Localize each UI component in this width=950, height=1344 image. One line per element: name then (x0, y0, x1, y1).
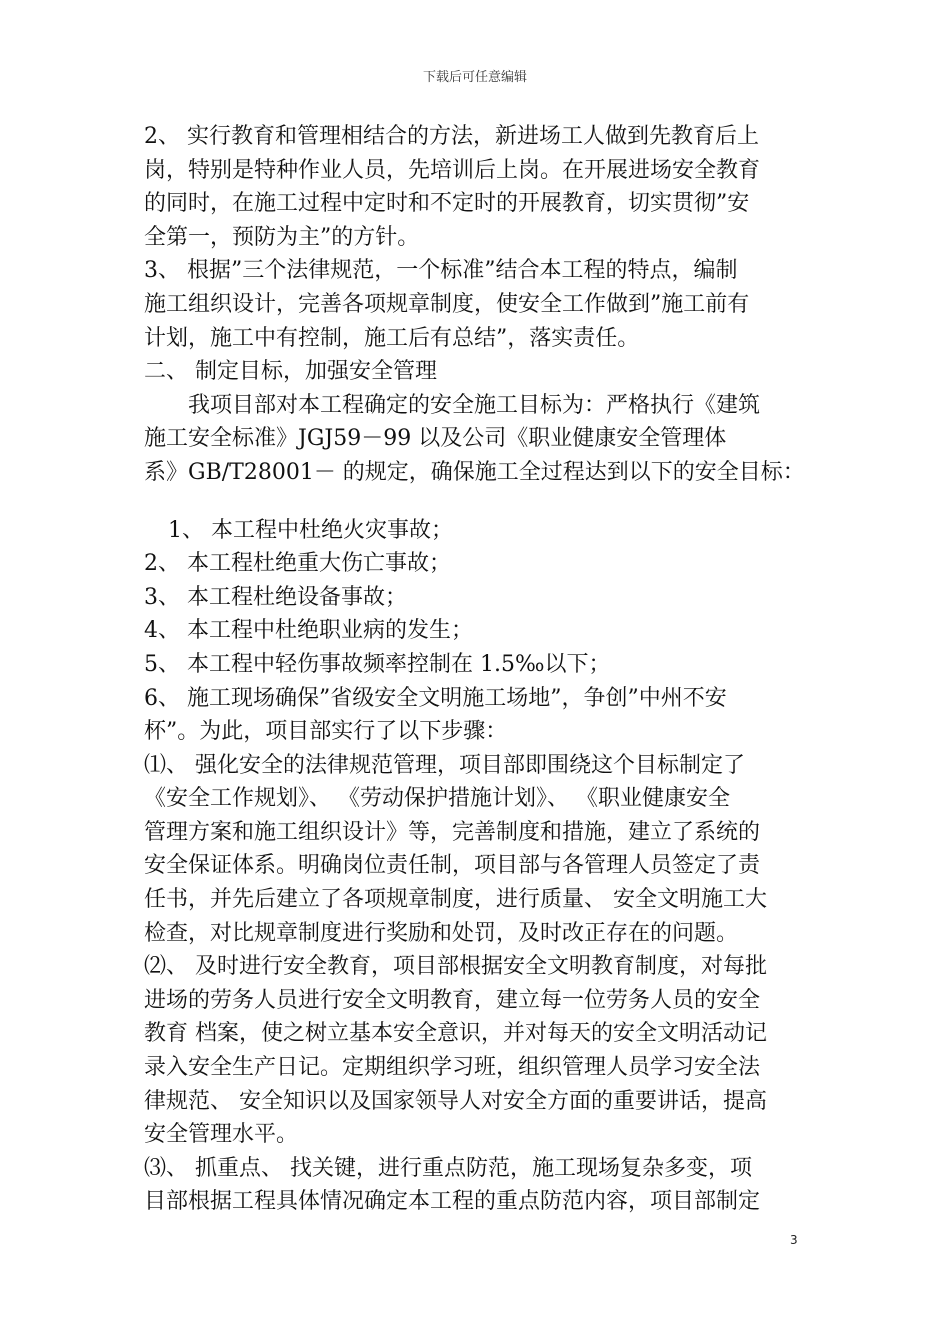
text-line: 录入安全生产日记。定期组织学习班，组织管理人员学习安全法 (144, 1055, 761, 1081)
text-line: 目部根据工程具体情况确定本工程的重点防范内容，项目部制定 (144, 1189, 761, 1215)
list-item: 2、 本工程杜绝重大伤亡事故； (144, 551, 451, 577)
text-line: 任书，并先后建立了各项规章制度，进行质量、 安全文明施工大 (144, 887, 767, 913)
text-line: 全第一，预防为主”的方针。 (144, 224, 420, 250)
text-line: 施工组织设计，完善各项规章制度，使安全工作做到”施工前有 (144, 291, 750, 317)
list-item: 5、 本工程中轻伤事故频率控制在 1.5‰以下； (144, 651, 611, 677)
text-line: 安全管理水平。 (144, 1122, 299, 1148)
text-line: 安全保证体系。明确岗位责任制，项目部与各管理人员签定了责 (144, 853, 761, 879)
text-line: 杯”。为此，项目部实行了以下步骤： (144, 719, 508, 745)
text-line: 施工安全标准》JGJ59－99 以及公司《职业健康安全管理体 (144, 426, 727, 452)
text-line: ⑵、 及时进行安全教育，项目部根据安全文明教育制度，对每批 (144, 954, 767, 980)
text-line: 岗，特别是特种作业人员，先培训后上岗。在开展进场安全教育 (144, 157, 761, 183)
text-line: 的同时，在施工过程中定时和不定时的开展教育，切实贯彻”安 (144, 191, 750, 217)
text-line: 管理方案和施工组织设计》等，完善制度和措施，建立了系统的 (144, 819, 761, 845)
list-item: 4、 本工程中杜绝职业病的发生； (144, 618, 473, 644)
text-line: 律规范、 安全知识以及国家领导人对安全方面的重要讲话，提高 (144, 1088, 767, 1114)
text-line: 教育 档案，使之树立基本安全意识，并对每天的安全文明活动记 (144, 1021, 767, 1047)
section-heading: 二、 制定目标，加强安全管理 (144, 359, 437, 385)
text-line: 进场的劳务人员进行安全文明教育，建立每一位劳务人员的安全 (144, 987, 761, 1013)
text-line: 检查，对比规章制度进行奖励和处罚，及时改正存在的问题。 (144, 920, 739, 946)
document-body (144, 120, 804, 1219)
page-header: 下载后可任意编辑 (422, 70, 527, 85)
text-line: 我项目部对本工程确定的安全施工目标为：严格执行《建筑 (188, 392, 761, 418)
paragraph-gap (144, 490, 804, 514)
list-item: 1、 本工程中杜绝火灾事故； (168, 517, 453, 543)
text-line: 2、 实行教育和管理相结合的方法，新进场工人做到先教育后上 (144, 124, 759, 149)
list-item: 6、 施工现场确保”省级安全文明施工场地”，争创”中州不安 (144, 685, 727, 711)
list-item: 3、 本工程杜绝设备事故； (144, 584, 407, 610)
text-line: ⑶、 抓重点、 找关键，进行重点防范，施工现场复杂多变，项 (144, 1155, 752, 1181)
text-line: 系》GB/T28001－ 的规定，确保施工全过程达到以下的安全目标： (144, 459, 805, 485)
text-line: 3、 根据”三个法律规范，一个标准”结合本工程的特点，编制 (144, 258, 738, 284)
text-line: ⑴、 强化安全的法律规范管理，项目部即围绕这个目标制定了 (144, 752, 745, 778)
page-number: 3 (790, 1233, 798, 1247)
text-line: 《安全工作规划》、 《劳动保护措施计划》、 《职业健康安全 (144, 786, 730, 812)
text-line: 计划，施工中有控制，施工后有总结”，落实责任。 (144, 325, 640, 351)
